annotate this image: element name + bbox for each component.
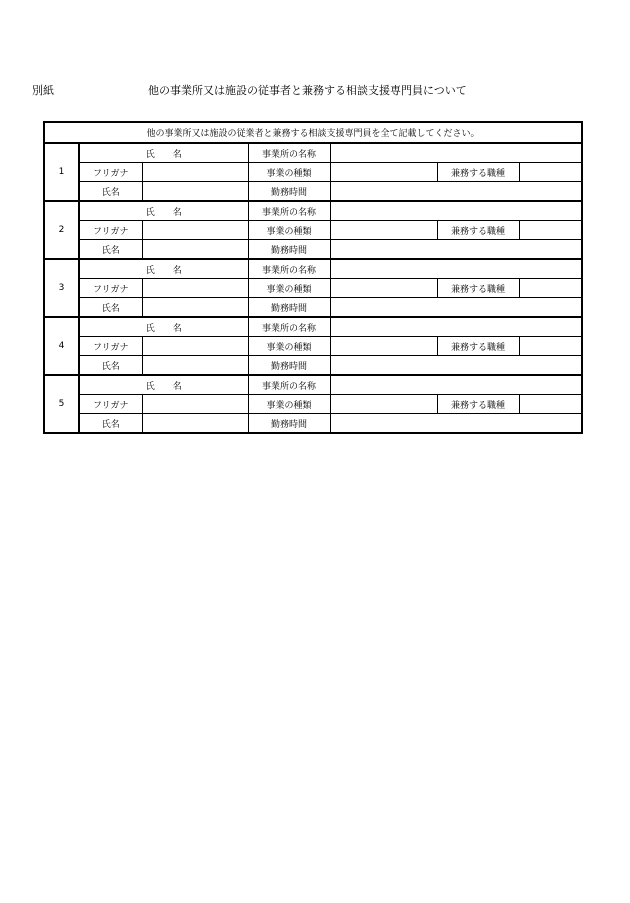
table-header: 他の事業所又は施設の従業者と兼務する相談支援専門員を全て記載してください。 (44, 122, 582, 143)
concurrent-job-field[interactable] (519, 337, 582, 356)
working-hours-field[interactable] (330, 298, 582, 318)
name-label-second: 名 (172, 207, 182, 218)
furigana-field[interactable] (142, 337, 248, 356)
name-label-first: 氏 (145, 149, 155, 160)
name-label-second: 名 (172, 381, 182, 392)
concurrent-job-label: 兼務する職種 (437, 395, 519, 414)
working-hours-label: 勤務時間 (248, 414, 330, 434)
name-label-first: 氏 (145, 265, 155, 276)
working-hours-field[interactable] (330, 182, 582, 202)
business-type-label: 事業の種類 (248, 163, 330, 182)
office-name-label: 事業所の名称 (248, 259, 330, 279)
office-name-field[interactable] (330, 259, 582, 279)
concurrent-job-label: 兼務する職種 (437, 279, 519, 298)
name-field[interactable] (142, 298, 248, 318)
furigana-label: フリガナ (79, 279, 142, 298)
name-label: 氏名 (79, 356, 142, 376)
furigana-field[interactable] (142, 163, 248, 182)
staff-form-table (43, 121, 583, 434)
business-type-label: 事業の種類 (248, 337, 330, 356)
concurrent-job-field[interactable] (519, 221, 582, 240)
furigana-label: フリガナ (79, 395, 142, 414)
concurrent-job-label: 兼務する職種 (437, 337, 519, 356)
name-field[interactable] (142, 240, 248, 260)
business-type-field[interactable] (330, 279, 437, 298)
concurrent-job-label: 兼務する職種 (437, 221, 519, 240)
furigana-label: フリガナ (79, 337, 142, 356)
name-label: 氏名 (79, 240, 142, 260)
name-label: 氏名 (79, 414, 142, 434)
business-type-label: 事業の種類 (248, 221, 330, 240)
business-type-field[interactable] (330, 163, 437, 182)
office-name-field[interactable] (330, 375, 582, 395)
furigana-field[interactable] (142, 279, 248, 298)
name-field[interactable] (142, 414, 248, 434)
furigana-field[interactable] (142, 221, 248, 240)
name-label-first: 氏 (145, 381, 155, 392)
concurrent-job-field[interactable] (519, 279, 582, 298)
row-number: 3 (44, 259, 79, 317)
name-header-cell (79, 143, 248, 163)
working-hours-field[interactable] (330, 414, 582, 434)
name-header-cell (79, 375, 248, 395)
name-header-cell (79, 201, 248, 221)
office-name-label: 事業所の名称 (248, 143, 330, 163)
page-label: 別紙 (32, 84, 54, 97)
office-name-label: 事業所の名称 (248, 375, 330, 395)
office-name-field[interactable] (330, 143, 582, 163)
name-label: 氏名 (79, 182, 142, 202)
name-label: 氏名 (79, 298, 142, 318)
business-type-label: 事業の種類 (248, 395, 330, 414)
name-field[interactable] (142, 182, 248, 202)
business-type-label: 事業の種類 (248, 279, 330, 298)
office-name-field[interactable] (330, 201, 582, 221)
name-label-second: 名 (172, 265, 182, 276)
concurrent-job-field[interactable] (519, 163, 582, 182)
name-field[interactable] (142, 356, 248, 376)
office-name-label: 事業所の名称 (248, 317, 330, 337)
business-type-field[interactable] (330, 395, 437, 414)
row-number: 2 (44, 201, 79, 259)
row-number: 5 (44, 375, 79, 433)
name-header-cell (79, 317, 248, 337)
working-hours-label: 勤務時間 (248, 240, 330, 260)
concurrent-job-label: 兼務する職種 (437, 163, 519, 182)
office-name-label: 事業所の名称 (248, 201, 330, 221)
name-label-first: 氏 (145, 323, 155, 334)
business-type-field[interactable] (330, 221, 437, 240)
name-label-second: 名 (172, 323, 182, 334)
row-number: 4 (44, 317, 79, 375)
working-hours-field[interactable] (330, 240, 582, 260)
office-name-field[interactable] (330, 317, 582, 337)
furigana-label: フリガナ (79, 221, 142, 240)
name-header-cell (79, 259, 248, 279)
furigana-label: フリガナ (79, 163, 142, 182)
working-hours-field[interactable] (330, 356, 582, 376)
name-label-first: 氏 (145, 207, 155, 218)
furigana-field[interactable] (142, 395, 248, 414)
name-label-second: 名 (172, 149, 182, 160)
working-hours-label: 勤務時間 (248, 356, 330, 376)
concurrent-job-field[interactable] (519, 395, 582, 414)
working-hours-label: 勤務時間 (248, 298, 330, 318)
working-hours-label: 勤務時間 (248, 182, 330, 202)
document-title: 他の事業所又は施設の従事者と兼務する相談支援専門員について (148, 84, 467, 97)
row-number: 1 (44, 143, 79, 201)
business-type-field[interactable] (330, 337, 437, 356)
